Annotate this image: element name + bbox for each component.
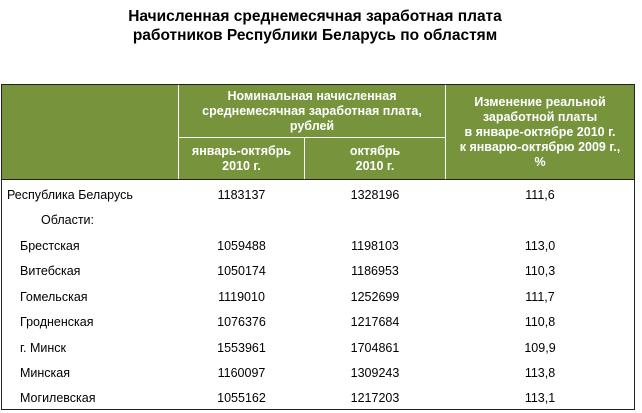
row-label: Минская (20, 366, 71, 380)
cell-change: 111,7 (525, 290, 555, 304)
header-change-line-5: % (534, 154, 546, 169)
cell-jan-oct: 1553961 (217, 341, 266, 355)
header-change-line-4: к январю-октябрю 2009 г., (459, 139, 621, 154)
cell-change: 111,6 (525, 188, 555, 202)
header-change-line-3: в январе-октябре 2010 г. (464, 124, 616, 139)
cell-jan-oct: 1055162 (217, 391, 266, 405)
header-nominal-group (179, 85, 445, 137)
header-bottom-border (2, 179, 634, 180)
cell-oct: 1217684 (350, 315, 400, 329)
header-change-line-1: Изменение реальной (474, 94, 606, 109)
cell-oct: 1252699 (350, 290, 400, 304)
header-change-line-2: заработной платы (482, 109, 598, 124)
header-divider (445, 85, 446, 179)
header-oct-line-1: октябрь (349, 143, 401, 158)
cell-jan-oct: 1183137 (217, 188, 266, 202)
header-divider (179, 137, 445, 138)
header-jan-oct-line-2: 2010 г. (222, 158, 261, 173)
cell-oct: 1328196 (350, 188, 400, 202)
header-nominal-line-3: рублей (289, 118, 335, 133)
cell-jan-oct: 1059488 (217, 239, 266, 253)
cell-oct: 1198103 (351, 239, 399, 253)
cell-oct: 1704861 (350, 341, 400, 355)
cell-jan-oct: 1050174 (217, 264, 266, 278)
row-label: г. Минск (20, 341, 66, 355)
cell-jan-oct: 1076376 (217, 315, 266, 329)
header-divider (304, 138, 305, 179)
salary-table (1, 84, 635, 410)
header-oct-line-2: 2010 г. (355, 158, 395, 173)
header-blank-cell (2, 85, 178, 179)
cell-oct: 1309243 (350, 366, 400, 380)
header-jan-oct-line-1: январь-октябрь (191, 143, 292, 158)
cell-change: 113,8 (524, 366, 556, 380)
cell-change: 113,1 (524, 391, 556, 405)
row-label: Республика Беларусь (7, 188, 133, 202)
row-label: Гомельская (20, 290, 88, 304)
header-col-jan-oct (179, 138, 304, 179)
row-label: Гродненская (20, 315, 94, 329)
title-line-2: работников Республики Беларусь по областям (132, 27, 498, 44)
cell-jan-oct: 1119010 (218, 290, 265, 304)
header-col-change (446, 85, 634, 179)
header-col-oct (305, 138, 445, 179)
header-nominal-line-1: Номинальная начисленная (227, 88, 397, 103)
header-nominal-line-2: среднемесячная заработная плата, (202, 103, 422, 118)
title-line-1: Начисленная среднемесячная заработная плата (128, 8, 502, 25)
cell-change: 110,8 (524, 315, 556, 329)
row-label: Могилевская (20, 391, 96, 405)
row-label: Брестская (20, 239, 80, 253)
cell-oct: 1217203 (350, 391, 400, 405)
cell-change: 113,0 (524, 239, 556, 253)
cell-change: 109,9 (524, 341, 556, 355)
row-label: Области: (41, 213, 94, 227)
row-label: Витебская (20, 264, 81, 278)
cell-jan-oct: 1160097 (217, 366, 266, 380)
page-title (0, 7, 630, 45)
header-divider (178, 85, 179, 179)
cell-oct: 1186953 (351, 264, 399, 278)
cell-change: 110,3 (524, 264, 556, 278)
